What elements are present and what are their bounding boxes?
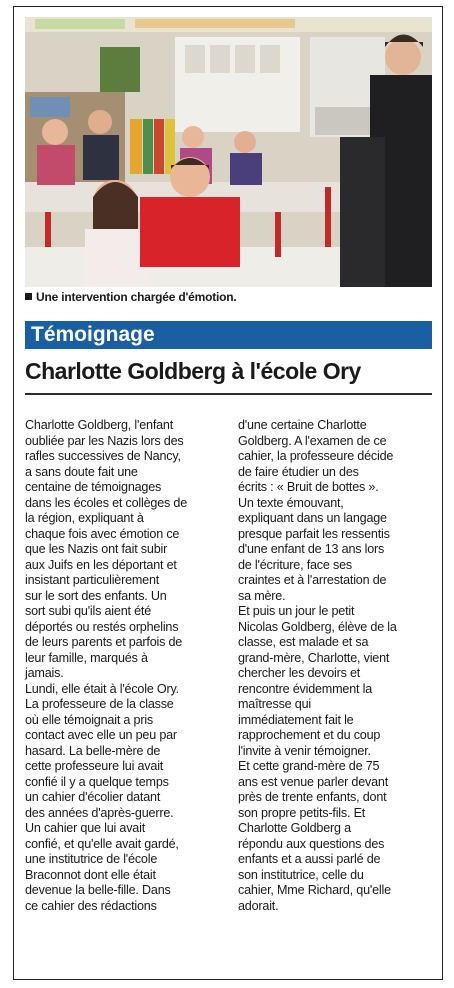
text-line: hasard. La belle-mère de [25, 743, 161, 758]
text-line: de faire étudier un des [238, 464, 359, 479]
text-line: Lundi, elle était à l'école Ory. [25, 681, 179, 696]
text-line: son institutrice, celle du [238, 867, 364, 882]
text-line: rencontre évidemment la [238, 681, 372, 696]
text-line: La professeure de la classe [25, 697, 174, 712]
text-line: répondu aux questions des [238, 836, 385, 851]
caption-text: Une intervention chargée d'émotion. [36, 290, 237, 304]
text-line: Et cette grand-mère de 75 [238, 759, 380, 774]
text-line: la région, expliquant à [25, 511, 144, 526]
photo-caption [25, 290, 432, 306]
text-line: maîtresse qui [238, 697, 311, 712]
classroom-photo [25, 17, 432, 287]
section-rubric: Témoignage [25, 321, 432, 349]
text-line: leur famille, marqués à [25, 650, 148, 665]
text-line: un cahier d'écolier datant [25, 790, 161, 805]
text-line: sa mère. [238, 588, 286, 603]
text-line: rafles successives de Nancy, [25, 449, 181, 464]
text-line: des années d'après-guerre. [25, 805, 174, 820]
text-line: d'une enfant de 13 ans lors [238, 542, 385, 557]
text-line: Et puis un jour le petit [238, 604, 355, 619]
text-line: où elle témoignait a pris [25, 712, 154, 727]
text-line: centaine de témoignages [25, 480, 162, 495]
article-photo [25, 17, 432, 287]
text-line: Goldberg. A l'examen de ce [238, 433, 387, 448]
text-line: ans est venue parler devant [238, 774, 389, 789]
text-line: rapprochement et du coup [238, 728, 381, 743]
text-line: expliquant dans un langage [238, 511, 387, 526]
text-line: cahier, la professeure décide [238, 449, 394, 464]
article-column-1 [25, 418, 225, 915]
text-line: Un cahier que lui avait [25, 821, 146, 836]
text-line: craintes et à l'arrestation de [238, 573, 387, 588]
text-line: ce cahier des rédactions [25, 898, 157, 913]
article-column-2 [238, 418, 438, 915]
text-line: confié il y a quelque temps [25, 774, 169, 789]
caption-square-icon [25, 293, 32, 300]
text-line: oubliée par les Nazis lors des [25, 433, 184, 448]
text-line: déportés ou restés orphelins [25, 619, 179, 634]
text-line: Un texte émouvant, [238, 495, 344, 510]
text-line: son propre petits-fils. Et [238, 805, 366, 820]
text-line: de leurs parents et parfois de [25, 635, 183, 650]
text-line: confié, et qu'elle avait gardé, [25, 836, 179, 851]
text-line: de l'écriture, face ses [238, 557, 353, 572]
text-line: dans les écoles et collèges de [25, 495, 188, 510]
text-line: devenue la belle-fille. Dans [25, 883, 171, 898]
text-line: a sans doute fait une [25, 464, 138, 479]
text-line: d'une certaine Charlotte [238, 418, 367, 432]
text-line: que les Nazis ont fait subir [25, 542, 168, 557]
text-line: sort subi qu'ils aient été [25, 604, 152, 619]
text-line: écrits : « Bruit de bottes ». [238, 480, 379, 495]
text-line: chaque fois avec émotion ce [25, 526, 180, 541]
headline-rule [25, 393, 432, 395]
text-line: jamais. [25, 666, 64, 681]
text-line: classe, est malade et sa [238, 635, 369, 650]
text-line: Charlotte Goldberg, l'enfant [25, 418, 174, 432]
text-line: Braconnot dont elle était [25, 867, 156, 882]
text-line: contact avec elle un peu par [25, 728, 177, 743]
text-line: insistant particulièrement [25, 573, 160, 588]
text-line: cette professeure lui avait [25, 759, 164, 774]
text-line: adorait. [238, 898, 279, 913]
text-line: sur le sort des enfants. Un [25, 588, 167, 603]
article-headline: Charlotte Goldberg à l'école Ory [25, 358, 361, 384]
text-line: près de trente enfants, dont [238, 790, 387, 805]
text-line: Charlotte Goldberg a [238, 821, 351, 836]
text-line: enfants et a aussi parlé de [238, 852, 381, 867]
text-line: Nicolas Goldberg, élève de la [238, 619, 397, 634]
text-line: l'invite à venir témoigner. [238, 743, 371, 758]
text-line: presque parfait les ressentis [238, 526, 390, 541]
text-line: chercher les devoirs et [238, 666, 361, 681]
text-line: immédiatement fait le [238, 712, 354, 727]
text-line: cahier, Mme Richard, qu'elle [238, 883, 391, 898]
text-line: une institutrice de l'école [25, 852, 158, 867]
text-line: aux Juifs en les déportant et [25, 557, 177, 572]
text-line: grand-mère, Charlotte, vient [238, 650, 390, 665]
